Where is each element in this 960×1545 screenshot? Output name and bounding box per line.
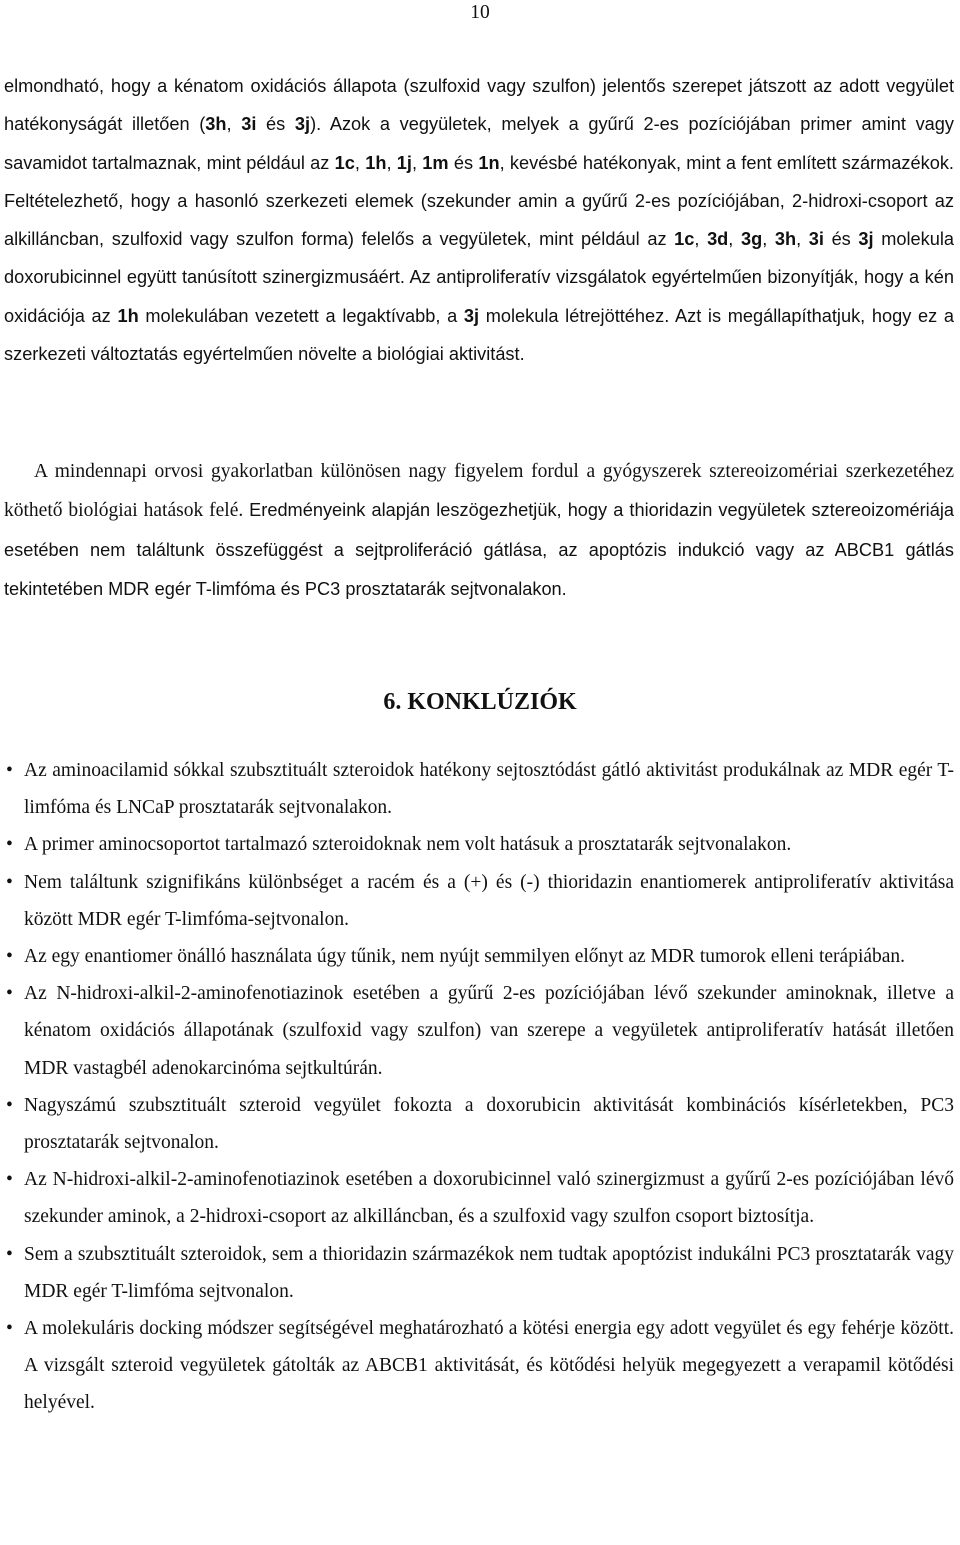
bullet-icon: • <box>6 834 13 856</box>
conclusions-list <box>0 752 954 1422</box>
list-item: • Az egy enantiomer önálló használata úgy tűnik, nem nyújt semmilyen előnyt az MDR tumorok elleni terápiában. <box>0 938 954 975</box>
bullet-icon: • <box>6 871 13 893</box>
list-item: • Az aminoacilamid sókkal szubsztituált szteroidok hatékony sejtosztódást gátló aktivitást produkálnak az MDR egér T-limfóma és LNCaP prosztatarák sejtvonalakon. <box>0 752 954 826</box>
list-item: • Nagyszámú szubsztituált szteroid vegyület fokozta a doxorubicin aktivitását kombinációs kísérletekben, PC3 prosztatarák sejtvonalon. <box>0 1087 954 1161</box>
bullet-icon: • <box>6 760 13 781</box>
bullet-icon: • <box>6 946 13 968</box>
page-number: 10 <box>470 2 490 23</box>
list-item: • Sem a szubsztituált szteroidok, sem a thioridazin származékok nem tudtak apoptózist indukálni PC3 prosztatarák vagy MDR egér T-limfóma sejtvonalon. <box>0 1236 954 1310</box>
bullet-icon: • <box>6 1318 13 1340</box>
bullet-icon: • <box>6 1169 13 1191</box>
bullet-icon: • <box>6 1243 13 1265</box>
bullet-icon: • <box>6 1094 13 1116</box>
bullet-icon: • <box>6 983 13 1005</box>
paragraph-stereoisomerism: A mindennapi orvosi gyakorlatban különösen nagy figyelem fordul a gyógyszerek sztereoizomériai szerkezetéhez köthető biológiai hatások felé. Eredményeink alapján leszögezhetjük, hogy a thioridazin vegyületek sztereoizomériája esetében nem találtunk összefüggést a sejtproliferáció gátlása, az apoptózis indukció vagy az ABCB1 gátlás tekintetében MDR egér T-limfóma és PC3 prosztatarák sejtvonalakon. <box>4 461 954 599</box>
list-item: • Az N-hidroxi-alkil-2-aminofenotiazinok esetében a gyűrű 2-es pozíciójában lévő szekunder aminoknak, illetve a kénatom oxidációs állapotának (szulfoxid vagy szulfon) van szerepe a vegyületek antiproliferatív hatását illetően MDR vastagbél adenokarcinóma sejtkultúrán. <box>0 975 954 1087</box>
list-item: • Az N-hidroxi-alkil-2-aminofenotiazinok esetében a doxorubicinnel való szinergizmust a gyűrű 2-es pozíciójában lévő szekunder aminok, a 2-hidroxi-csoport az alkilláncban, és a szulfoxid vagy szulfon csoport biztosítja. <box>0 1161 954 1235</box>
paragraph-results-discussion: elmondható, hogy a kénatom oxidációs állapota (szulfoxid vagy szulfon) jelentős szerepet játszott az adott vegyület hatékonyságát illetően (3h, 3i és 3j). Azok a vegyületek, melyek a gyűrű 2-es pozíciójában primer amint vagy savamidot tartalmaznak, mint például az 1c, 1h, 1j, 1m és 1n, kevésbé hatékonyak, mint a fent említett származékok. Feltételezhető, hogy a hasonló szerkezeti elemek (szekunder amin a gyűrű 2-es pozíciójában, 2-hidroxi-csoport az alkilláncban, szulfoxid vagy szulfon forma) felelős a vegyületek, mint például az 1c, 3d, 3g, 3h, 3i és 3j molekula doxorubicinnel együtt tanúsított szinergizmusáért. Az antiproliferatív vizsgálatok egyértelműen bizonyítják, hogy a kén oxidációja az 1h molekulában vezetett a legaktívabb, a 3j molekula létrejöttéhez. Azt is megállapíthatjuk, hogy ez a szerkezeti változtatás egyértelműen növelte a biológiai aktivitást. <box>4 76 955 365</box>
list-item: • A primer aminocsoportot tartalmazó szteroidoknak nem volt hatásuk a prosztatarák sejtvonalakon. <box>0 826 954 863</box>
list-item: • Nem találtunk szignifikáns különbséget a racém és a (+) és (-) thioridazin enantiomerek antiproliferatív aktivitása között MDR egér T-limfóma-sejtvonalon. <box>0 864 954 938</box>
list-item: • A molekuláris docking módszer segítségével meghatározható a kötési energia egy adott vegyület és egy fehérje között. A vizsgált szteroid vegyületek gátolták az ABCB1 aktivitását, és kötődési helyük megegyezett a verapamil kötődési helyével. <box>0 1310 954 1422</box>
section-heading-conclusions: 6. KONKLÚZIÓK <box>383 689 577 715</box>
